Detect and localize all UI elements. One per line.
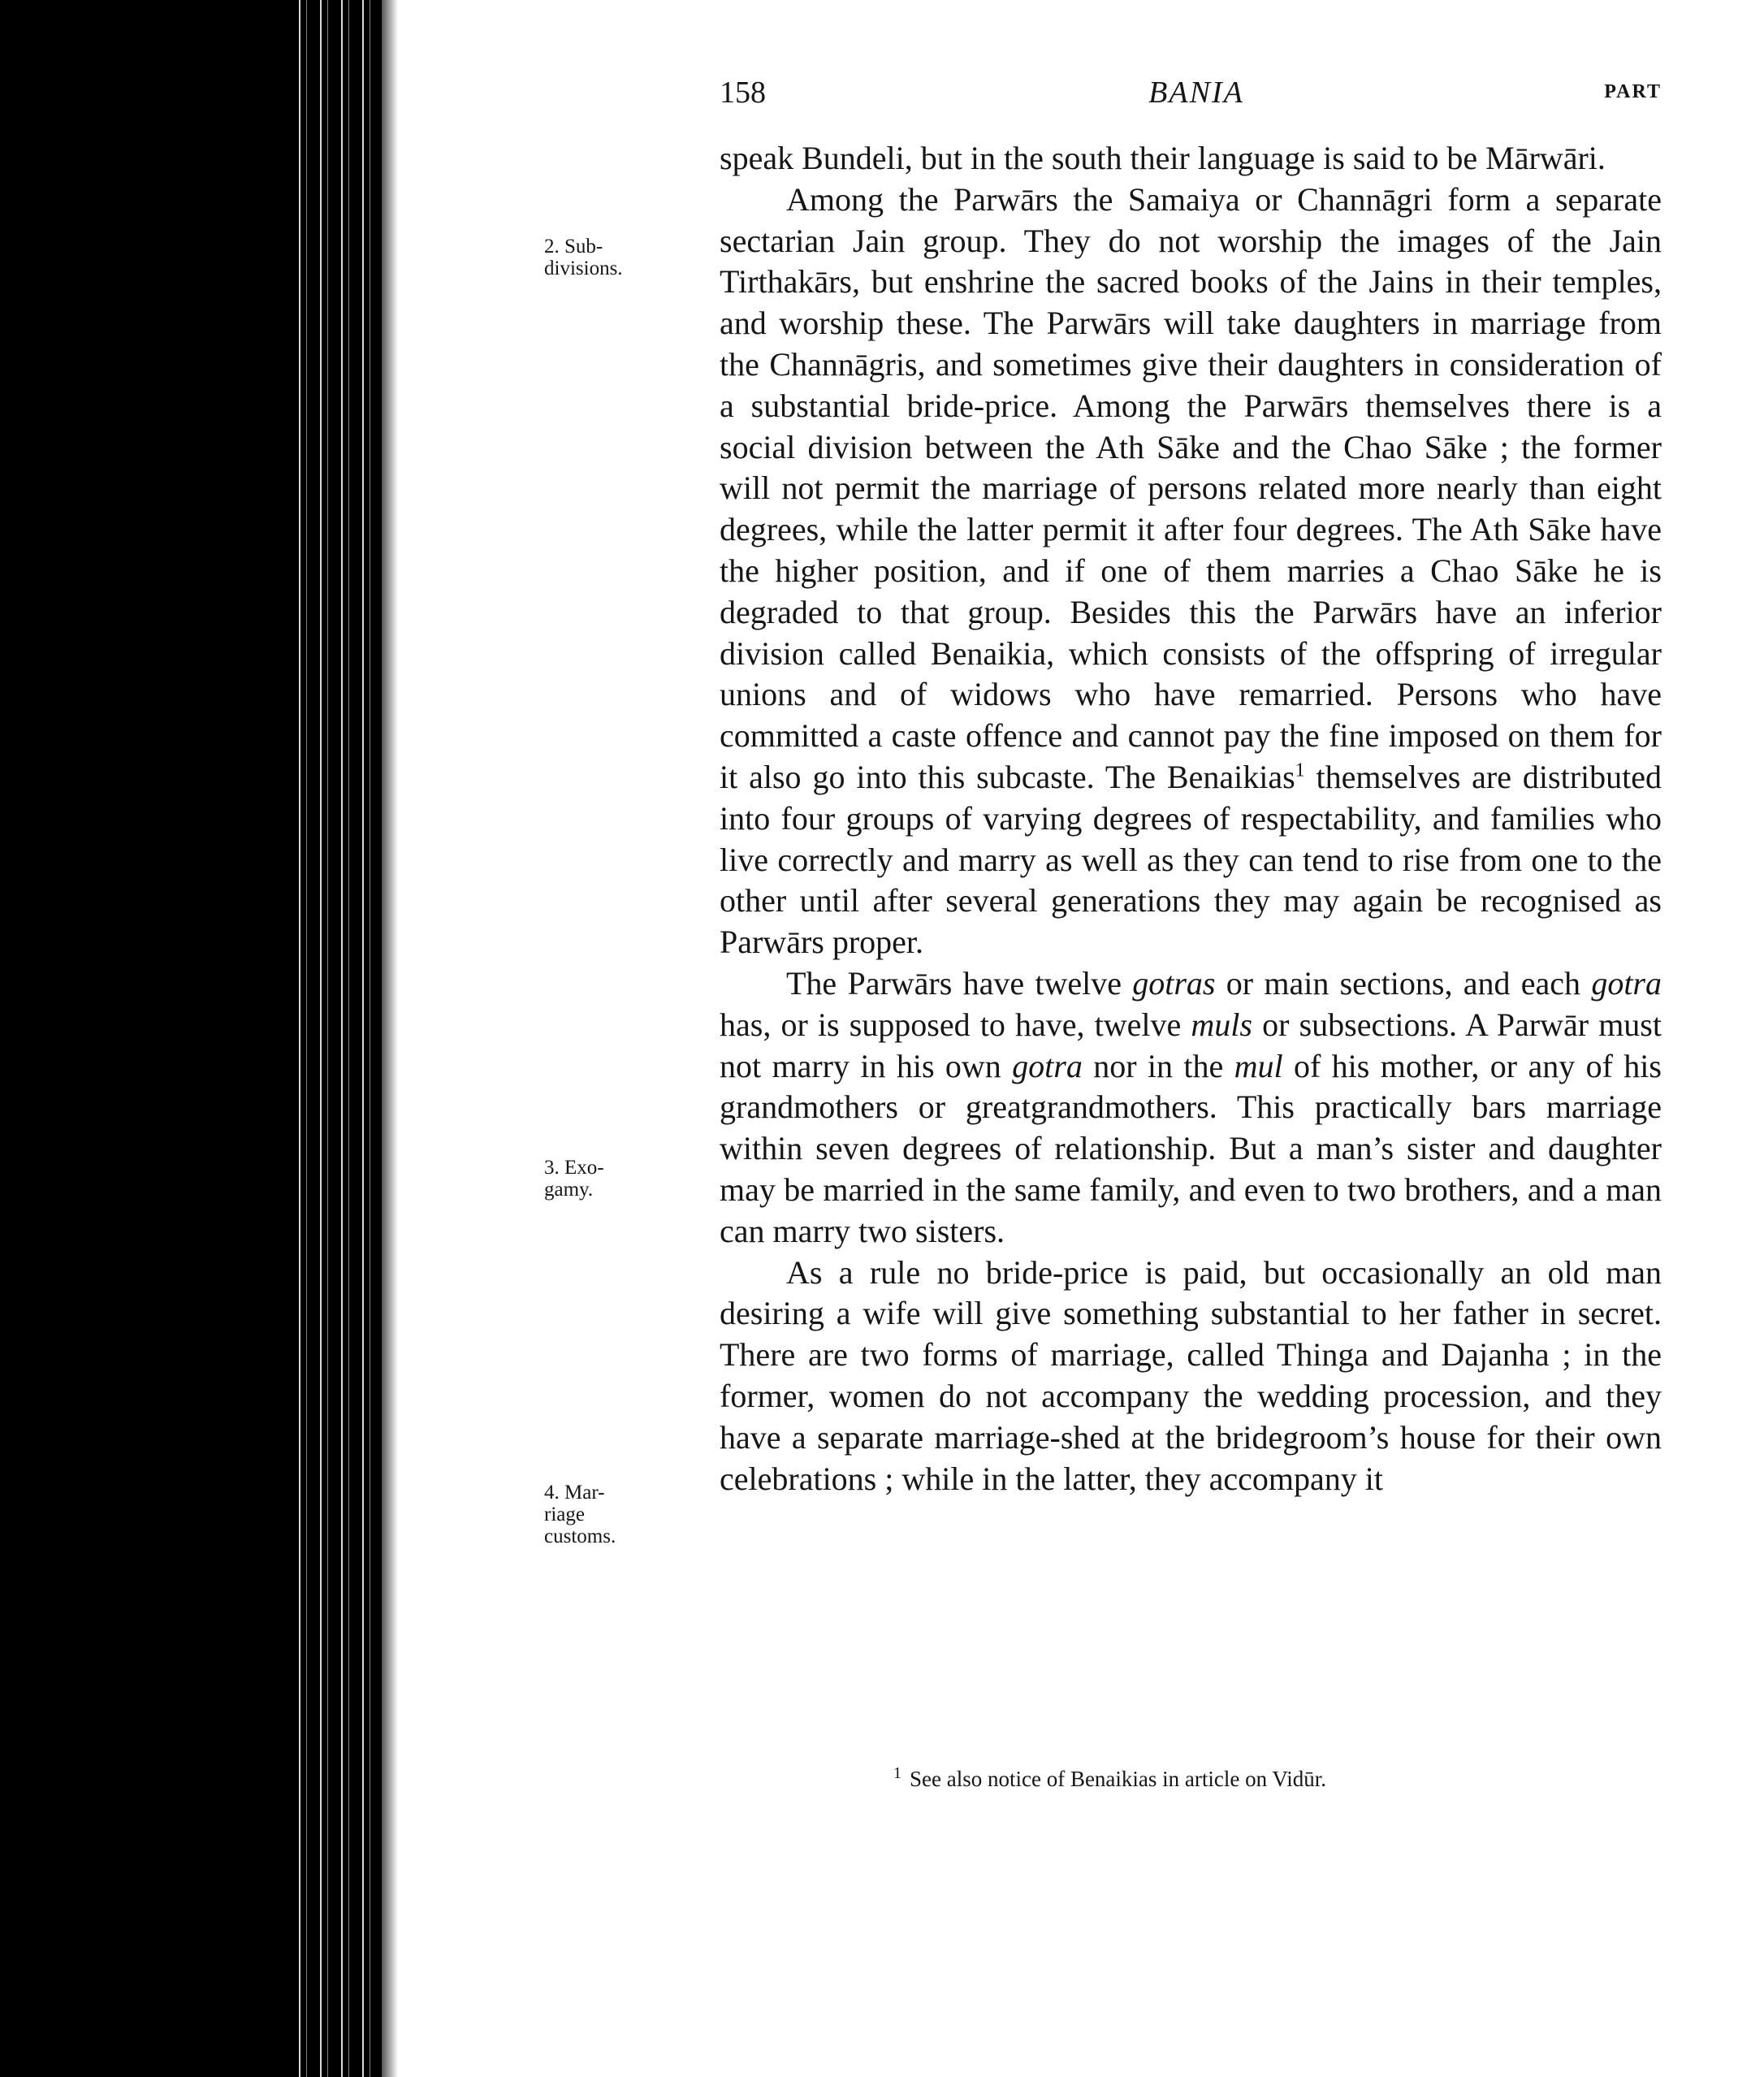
sidenote-line: 2. Sub-	[544, 236, 603, 257]
footnote-mark: 1	[893, 1764, 901, 1782]
binding-edge	[382, 0, 398, 2077]
sidenote-line: gamy.	[544, 1179, 594, 1201]
book-binding-shadow	[0, 0, 382, 2077]
text-run: nor in the	[1082, 1047, 1234, 1084]
text-run: themselves are distributed into four groups of varying degrees of respectability, and families who live correctly and marry as well as they can tend to rise from one to the other until after several generations they may again be recognised as Parwārs proper.	[720, 758, 1662, 961]
italic-term: muls	[1191, 1006, 1252, 1043]
sidenote-subdivisions	[544, 236, 682, 279]
sidenote-exogamy	[544, 1157, 682, 1201]
text-run: Among the Parwārs the Samaiya or Channāgri form a separate sectarian Jain group. They do not worship the images of the Jain Tirthakārs, but enshrine the sacred books of the Jains in their temples, and worship these. The Parwārs will take daughters in marriage from the Channāgris, and sometimes give their daughters in consideration of a substantial bride-price. Among the Parwārs themselves there is a social division between the Ath Sāke and the Chao Sāke ; the former will not permit the marriage of persons related more nearly than eight degrees, while the latter permit it after four degrees. The Ath Sāke have the higher position, and if one of them marries a Chao Sāke he is degraded to that group. Besides this the Parwārs have an inferior division called Benaikia, which consists of the offspring of irregular unions and of widows who have remarried. Persons who have committed a caste offence and cannot pay the fine imposed on them for it also go into this subcaste. The Benaikias	[720, 180, 1662, 795]
sidenote-marriage-customs	[544, 1482, 682, 1547]
sidenote-line: customs.	[544, 1525, 616, 1547]
italic-term: mul	[1234, 1047, 1283, 1084]
paragraph-exogamy	[720, 963, 1662, 1253]
page-number: 158	[720, 76, 766, 110]
footnote-ref: 1	[1295, 759, 1305, 781]
footnote	[893, 1764, 1665, 1792]
part-label: PART	[1604, 81, 1662, 102]
paragraph-subdivisions	[720, 180, 1662, 963]
running-title: BANIA	[1148, 76, 1244, 110]
text-run: of his mother, or any of his grandmothers or greatgrandmothers. This practically bars marriage within seven degrees of relationship. But a man’s sister and daughter may be married in the same family, and even to two brothers, and a man can marry two sisters.	[720, 1047, 1662, 1249]
text-run: or main sections, and each	[1215, 964, 1592, 1002]
sidenote-line: 4. Mar-	[544, 1482, 605, 1504]
text-run: has, or is supposed to have, twelve	[720, 1006, 1191, 1043]
italic-term: gotras	[1132, 964, 1216, 1002]
body-text	[720, 138, 1662, 1499]
page-header	[720, 75, 1673, 123]
paragraph-intro: speak Bundeli, but in the south their language is said to be Mārwāri.	[720, 140, 1606, 176]
paragraph-marriage-customs: As a rule no bride-price is paid, but occasionally an old man desiring a wife will give something substantial to her father in secret. There are two forms of marriage, called Thinga and Dajanha ; in the former, women do not accompany the wedding procession, and they have a separate marriage-shed at the bridegroom’s house for their own celebrations ; while in the latter, they accompany it	[720, 1253, 1662, 1497]
sidenote-line: 3. Exo-	[544, 1157, 604, 1179]
italic-term: gotra	[1591, 964, 1662, 1002]
footnote-text: See also notice of Benaikias in article on Vidūr.	[910, 1767, 1326, 1791]
sidenote-line: riage	[544, 1504, 585, 1525]
sidenote-line: divisions.	[544, 257, 623, 279]
text-run: or subsections. A Parwār must not marry in his own	[720, 1006, 1662, 1084]
text-run: The Parwārs have twelve	[786, 964, 1133, 1002]
italic-term: gotra	[1012, 1047, 1083, 1084]
